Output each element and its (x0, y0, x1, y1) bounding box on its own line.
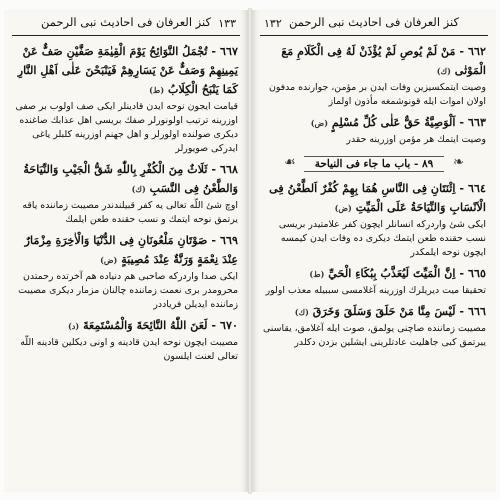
hadith-entry (262, 302, 486, 350)
left-header-rule (12, 35, 240, 36)
left-page-number: ١٣٣ (218, 17, 236, 30)
hadith-source: (ض) (334, 203, 352, 213)
right-header-rule (260, 35, 488, 36)
ornament-icon: ☙ (284, 155, 296, 170)
hadith-text: ٦٦٣ - اَلْوَصِيَّةُ حَقٌّ عَلٰى كُلِّ مُسْلِمٍ (ض) (310, 115, 486, 129)
hadith-text: ٦٦٨ - ثَلَاثٌ مِنَ الْكُفْرِ بِاللّٰهِ شَقُّ الْجَيْبِ وَالنِّيَاحَةُ وَالطَّعْنُ فِى النَّسَبِ (ك) (23, 162, 238, 195)
right-page-header (260, 14, 488, 36)
hadith-source: (ط) (309, 269, 325, 279)
hadith-source: (ض) (310, 118, 328, 128)
hadith-translation: ايكى شئ واردركه انسانلر ايچون كفر علامتيدر بريسى نسب حقنده طعن ايتمك ديكرى ده وفات ايدن كيمسه ايچون نوحه ايلمكدر (278, 219, 486, 258)
hadith-text: ٦٦٩ - صَوْتَانِ مَلْعُونَانِ فِى الدُّنْيَا وَالْاٰخِرَةِ مِزْمَارٌ عِنْدَ نِعْمَةٍ وَرَنَّةٌ عِنْدَ مُصِيبَةٍ (ض) (24, 233, 238, 266)
hadith-entry (262, 113, 486, 147)
hadith-translation: اوچ شئ اللّه تعالى يه كفر قبيلندندر مصيبت زماننده ياقه يرتمق نوحه ايتمك و نسب حقنده طعن ايلمك (22, 200, 238, 225)
hadith-entry (14, 160, 238, 227)
hadith-entry (14, 316, 238, 364)
hadith-translation: وصيت ايتمك هر مؤمن اوزرينه حقدر (346, 134, 486, 145)
right-page (252, 10, 496, 492)
hadith-source: (ك) (294, 307, 309, 317)
hadith-source: (د) (68, 321, 80, 331)
chapter-heading (284, 153, 464, 173)
hadith-source: (ط) (149, 85, 165, 95)
hadith-entry (14, 42, 238, 156)
hadith-source: (ك) (436, 66, 451, 76)
hadith-translation: تحقيقا ميت ديريلرك اوزرينه آغلامسى سببيله معذب اولور (265, 285, 486, 296)
hadith-entry (262, 179, 486, 260)
ornament-icon: ❧ (453, 155, 464, 170)
hadith-text: ٦٧٠ - لَعَنَ اللّٰهُ النَّائِحَةَ وَالْمُسْتَمِعَةَ (د) (68, 318, 238, 332)
hadith-text: ٦٦٥ - اِنَّ الْمَيِّتَ لَيُعَذَّبُ بِبُكَاءِ الْحَيِّ (ط) (309, 266, 486, 280)
hadith-entry (262, 264, 486, 298)
hadith-source: (ض) (100, 255, 118, 265)
hadith-text: ٦٦٦ - لَيْسَ مِنَّا مَنْ حَلَقَ وَسَلَقَ وَخَرَقَ (ك) (294, 304, 486, 318)
hadith-source: (ك) (131, 184, 146, 194)
hadith-text: ٦٦٧ - تُجْمَلُ النَّوَائِحُ يَوْمَ الْقِيٰمَةِ صَفَّيْنِ صَفٌّ عَنْ يَمِينِهِمْ وَصَفٌّ عَنْ يَسَارِهِمْ فَيَنْبَحْنَ عَلٰى اَهْلِ النَّارِ كَمَا يَنْبَحُ الْكِلَابُ (ط) (17, 44, 238, 96)
left-page-body (14, 42, 238, 486)
right-page-number: ١٣٢ (264, 17, 282, 30)
hadith-translation: وصيت ايتمكسيزين وفات ايدن بر مؤمن، جوارنده مدفون اولان اموات ايله قونوشمغه مأذون اولماز (268, 82, 486, 107)
hadith-text: ٦٦٢ - مَنْ لَمْ يُوصِ لَمْ يُؤْذَنْ لَهُ فِى الْكَلَامِ مَعَ الْمَوْتٰى (ك) (281, 44, 486, 77)
hadith-translation: قيامت ايجون نوحه ايدن قادينلر ايكى صف اولوب بر صفى اوزرينه ترتيب اولونورلر صفك بريسى اهل عذابك صاغنده ديكرى صولنده اولورلر و اهل جهنم اوزرينه كلبلر ياغى ايدركى صويورلر (15, 101, 238, 154)
hadith-translation: مصيبت زماننده صاچنى يولمق، صوت ايله آغلامق، يقاسنى ييرتمق كبى جاهليت عادتلرينى ايشلين بزدن دكلدر (262, 323, 486, 348)
hadith-text: ٦٦٤ - اِثْنَتَانِ فِى النَّاسِ هُمَا بِهِمْ كُفْرٌ اَلطَّعْنُ فِى الْاَنْسَابِ وَالنِّيَاحَةُ عَلَى الْمَيِّتِ (ض) (269, 181, 486, 214)
left-page (4, 10, 248, 492)
hadith-entry (14, 231, 238, 312)
right-page-body (262, 42, 486, 486)
right-running-title: كنز العرفان فى احاديث نبى الرحمن (289, 15, 459, 29)
hadith-entry (262, 42, 486, 109)
left-running-title: كنز العرفان فى احاديث نبى الرحمن (41, 15, 211, 29)
left-page-header (12, 14, 240, 36)
hadith-translation: ايكى صدا واردركه صاحبى هم دنياده هم آخرتده رحمتدن محرومدر برى نعمت زماننده چالنان مزمار ديكرى مصيبت زماننده ايديلن فرياددر (18, 271, 238, 310)
chapter-heading-text: ٨٩ - باب ما جاء فى النياحة (304, 156, 444, 172)
hadith-translation: مصيبت ايچون نوحه ايدن قادينه و اونى ديكلين قادينه اللّه تعالى لعنت ايلسون (20, 337, 238, 362)
